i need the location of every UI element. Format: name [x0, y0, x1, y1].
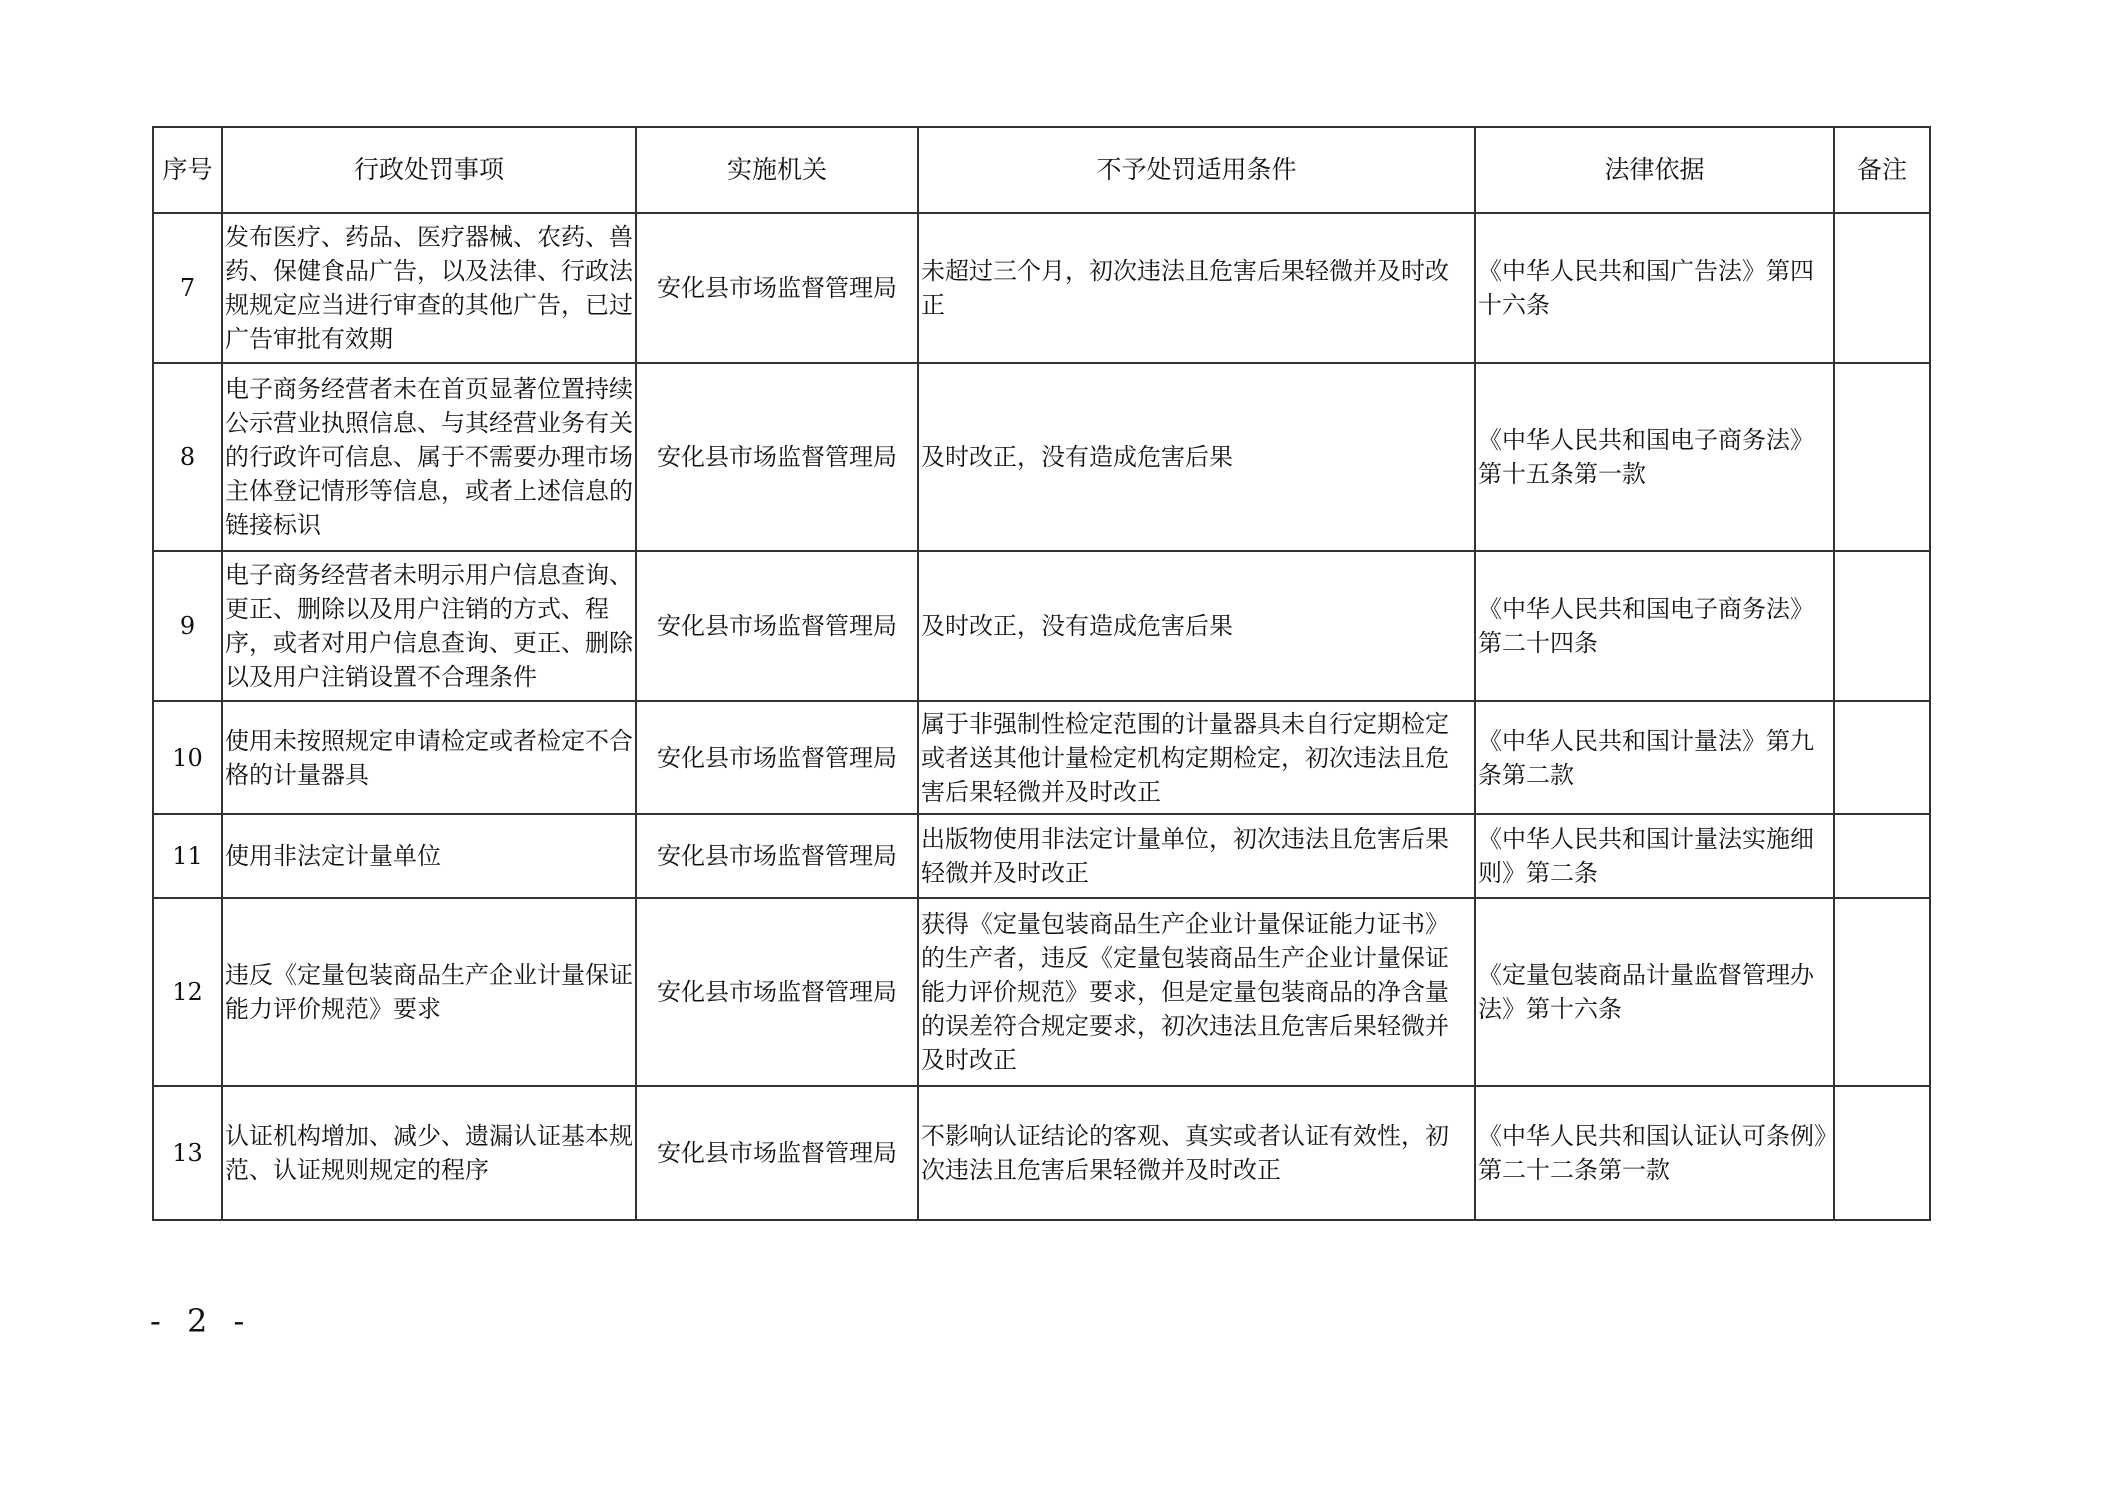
table-row: [153, 898, 1930, 1086]
row-agency: 安化县市场监督管理局: [636, 898, 918, 1086]
table-row: [153, 1086, 1930, 1220]
row-no: 8: [153, 363, 222, 551]
table-header-row: [153, 127, 1930, 213]
row-basis: 《中华人民共和国计量法》第九条第二款: [1475, 701, 1834, 814]
table-row: [153, 701, 1930, 814]
row-condition: 获得《定量包装商品生产企业计量保证能力证书》的生产者，违反《定量包装商品生产企业计量保证能力评价规范》要求，但是定量包装商品的净含量的误差符合规定要求，初次违法且危害后果轻微并及时改正: [918, 898, 1475, 1086]
row-no: 10: [153, 701, 222, 814]
header-condition: 不予处罚适用条件: [918, 127, 1475, 213]
table-row: [153, 213, 1930, 363]
row-condition: 及时改正，没有造成危害后果: [918, 551, 1475, 701]
row-item: 违反《定量包装商品生产企业计量保证能力评价规范》要求: [222, 898, 636, 1086]
row-item: 使用未按照规定申请检定或者检定不合格的计量器具: [222, 701, 636, 814]
row-agency: 安化县市场监督管理局: [636, 213, 918, 363]
row-condition: 未超过三个月，初次违法且危害后果轻微并及时改正: [918, 213, 1475, 363]
header-note: 备注: [1834, 127, 1930, 213]
row-no: 9: [153, 551, 222, 701]
row-basis: 《中华人民共和国电子商务法》第十五条第一款: [1475, 363, 1834, 551]
header-basis: 法律依据: [1475, 127, 1834, 213]
row-no: 7: [153, 213, 222, 363]
row-note: [1834, 814, 1930, 898]
row-note: [1834, 898, 1930, 1086]
row-basis: 《中华人民共和国计量法实施细则》第二条: [1475, 814, 1834, 898]
row-agency: 安化县市场监督管理局: [636, 363, 918, 551]
row-item: 电子商务经营者未在首页显著位置持续公示营业执照信息、与其经营业务有关的行政许可信息、属于不需要办理市场主体登记情形等信息，或者上述信息的链接标识: [222, 363, 636, 551]
row-basis: 《中华人民共和国认证认可条例》第二十二条第一款: [1475, 1086, 1834, 1220]
row-agency: 安化县市场监督管理局: [636, 1086, 918, 1220]
penalty-table: [152, 126, 1931, 1221]
row-item: 发布医疗、药品、医疗器械、农药、兽药、保健食品广告，以及法律、行政法规规定应当进行审查的其他广告，已过广告审批有效期: [222, 213, 636, 363]
row-agency: 安化县市场监督管理局: [636, 814, 918, 898]
row-agency: 安化县市场监督管理局: [636, 701, 918, 814]
header-agency: 实施机关: [636, 127, 918, 213]
row-note: [1834, 701, 1930, 814]
row-basis: 《定量包装商品计量监督管理办法》第十六条: [1475, 898, 1834, 1086]
row-condition: 出版物使用非法定计量单位，初次违法且危害后果轻微并及时改正: [918, 814, 1475, 898]
row-basis: 《中华人民共和国电子商务法》第二十四条: [1475, 551, 1834, 701]
table-row: [153, 363, 1930, 551]
row-condition: 属于非强制性检定范围的计量器具未自行定期检定或者送其他计量检定机构定期检定，初次违法且危害后果轻微并及时改正: [918, 701, 1475, 814]
row-no: 11: [153, 814, 222, 898]
row-note: [1834, 363, 1930, 551]
row-item: 电子商务经营者未明示用户信息查询、更正、删除以及用户注销的方式、程序，或者对用户信息查询、更正、删除以及用户注销设置不合理条件: [222, 551, 636, 701]
row-condition: 不影响认证结论的客观、真实或者认证有效性，初次违法且危害后果轻微并及时改正: [918, 1086, 1475, 1220]
row-item: 使用非法定计量单位: [222, 814, 636, 898]
header-no: 序号: [153, 127, 222, 213]
row-item: 认证机构增加、减少、遗漏认证基本规范、认证规则规定的程序: [222, 1086, 636, 1220]
row-note: [1834, 551, 1930, 701]
row-note: [1834, 213, 1930, 363]
table-row: [153, 814, 1930, 898]
row-no: 13: [153, 1086, 222, 1220]
table-row: [153, 551, 1930, 701]
row-condition: 及时改正，没有造成危害后果: [918, 363, 1475, 551]
page-number: - 2 -: [150, 1302, 253, 1340]
row-no: 12: [153, 898, 222, 1086]
row-agency: 安化县市场监督管理局: [636, 551, 918, 701]
row-note: [1834, 1086, 1930, 1220]
header-item: 行政处罚事项: [222, 127, 636, 213]
row-basis: 《中华人民共和国广告法》第四十六条: [1475, 213, 1834, 363]
